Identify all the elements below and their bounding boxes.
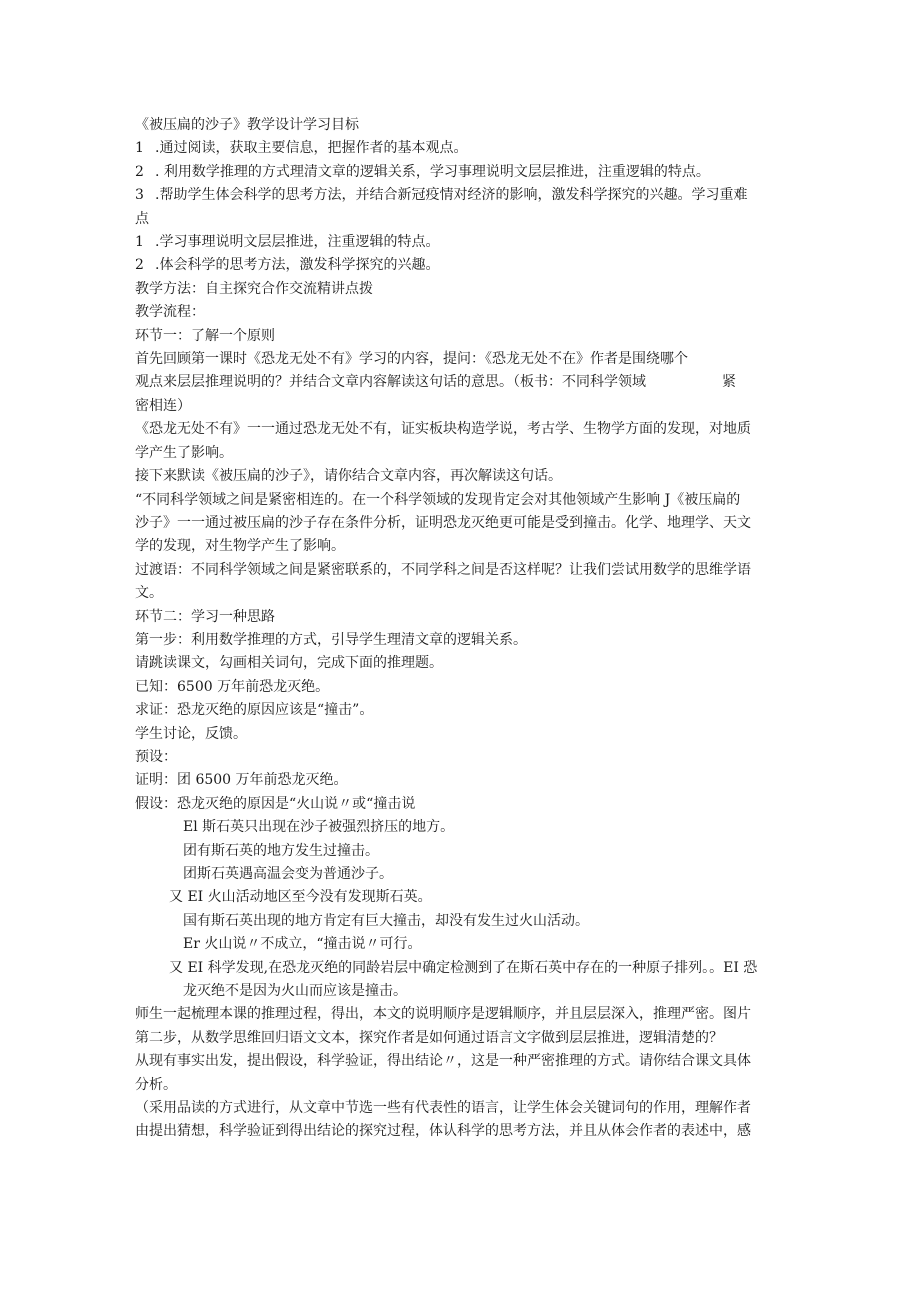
transition-line-2: 文。 [135, 585, 163, 602]
key-point-number-1: 1 [135, 234, 144, 251]
student-discussion: 学生讨论，反馈。 [135, 725, 247, 742]
section-1-heading: 环节一：了解一个原则 [135, 327, 275, 344]
paragraph-1-line-1: 首先回顾第一课时《恐龙无处不有》学习的内容，提问：《恐龙无处不在》作者是围绕哪个 [135, 351, 688, 368]
key-point-number-2: 2 [135, 257, 144, 274]
key-point-text-2: .体会科学的思考方法，激发科学探究的兴趣。 [155, 257, 440, 274]
paragraph-9-line-1: 从现有事实出发，提出假设，科学验证，得出结论〃，这是一种严密推理的方式。请你结合课文具体 [135, 1053, 751, 1070]
hypothesis-line: 假设：恐龙灭绝的原因是“火山说〃或“撞击说 [135, 795, 416, 812]
goal-text-1: .通过阅读，获取主要信息，把握作者的基本观点。 [155, 140, 468, 157]
paragraph-1-line-3: 密相连） [135, 397, 191, 414]
reasoning-step-5: 国有斯石英出现的地方肯定有巨大撞击，却没有发生过火山活动。 [183, 912, 589, 929]
paragraph-4-line-2: 沙子》一一通过被压扁的沙子存在条件分析，证明恐龙灭绝更可能是受到撞击。化学、地理学、天文 [135, 514, 751, 531]
goal-number-3: 3 [135, 187, 144, 204]
transition-line-1: 过渡语：不同科学领域之间是紧密联系的，不同学科之间是否这样呢？让我们尝试用数学的思维学语 [135, 561, 751, 578]
key-point-1 [135, 231, 785, 254]
reasoning-step-7: 又 EI 科学发现,在恐龙灭绝的同龄岩层中确定检测到了在斯石英中存在的一种原子排列。。EI 恐 [169, 959, 758, 976]
key-point-2 [135, 254, 785, 277]
paragraph-10-line-1: （采用品读的方式进行，从文章中节选一些有代表性的语言，让学生体会关键词句的作用，理解作者 [135, 1100, 751, 1117]
teaching-flow-heading: 教学流程： [135, 304, 205, 321]
reasoning-step-1: El 斯石英只出现在沙子被强烈挤压的地方。 [183, 819, 455, 836]
reading-instruction: 请跳读课文，勾画相关词句，完成下面的推理题。 [135, 655, 443, 672]
paragraph-1-line-2-text: 观点来层层推理说明的？并结合文章内容解读这句话的意思。（板书：不同科学领域 [135, 374, 646, 391]
goal-text-2: . 利用数学推理的方式理清文章的逻辑关系，学习事理说明文层层推进，注重逻辑的特点。 [155, 163, 710, 180]
paragraph-9-line-2: 分析。 [135, 1076, 177, 1093]
section-2-heading: 环节二：学习一种思路 [135, 608, 275, 625]
step-1: 第一步：利用数学推理的方式，引导学生理清文章的逻辑关系。 [135, 631, 527, 648]
document-body [135, 114, 785, 1144]
paragraph-1-line-2 [135, 371, 785, 394]
reasoning-step-3: 团斯石英遇高温会变为普通沙子。 [183, 866, 393, 882]
paragraph-10-line-2: 由提出猜想，科学验证到得出结论的探究过程，体认科学的思考方法，并且从体会作者的表述中，感 [135, 1123, 751, 1140]
paragraph-4-line-1: “不同科学领域之间是紧密相连的。在一个科学领域的发现肯定会对其他领域产生影响 J《被压扁的 [135, 491, 741, 508]
goal-item-1 [135, 137, 785, 160]
goal-item-3 [135, 184, 785, 207]
paragraph-3: 接下来默读《被压扁的沙子》，请你结合文章内容，再次解读这句话。 [135, 468, 562, 485]
teaching-method: 教学方法：自主探究合作交流精讲点拨 [135, 280, 373, 297]
paragraph-1-line-2-end: 紧 [722, 374, 736, 391]
goal-item-2 [135, 161, 785, 184]
goal-text-3: .帮助学生体会科学的思考方法，并结合新冠疫情对经济的影响，激发科学探究的兴趣。学习重难 [155, 187, 748, 204]
document-title: 《被压扁的沙子》教学设计学习目标 [135, 117, 359, 133]
key-point-text-1: .学习事理说明文层层推进，注重逻辑的特点。 [155, 234, 440, 251]
step-2: 第二步，从数学思维回归语文文本，探究作者是如何通过语言文字做到层层推进，逻辑清楚的？ [135, 1029, 723, 1046]
reasoning-step-4: 又 EI 火山活动地区至今没有发现斯石英。 [169, 889, 432, 906]
proof-line: 证明：团 6500 万年前恐龙灭绝。 [135, 772, 348, 789]
reasoning-step-6: Er 火山说〃不成立，“撞击说〃可行。 [183, 936, 422, 953]
goal-number-2: 2 [135, 163, 144, 180]
to-prove: 求证：恐龙灭绝的原因应该是“撞击”。 [135, 702, 374, 719]
paragraph-2-line-1: 《恐龙无处不有》一一通过恐龙无处不有，证实板块构造学说，考古学、生物学方面的发现，对地质 [135, 421, 751, 438]
paragraph-4-line-3: 学的发现，对生物学产生了影响。 [135, 538, 345, 555]
goal-number-1: 1 [135, 140, 144, 157]
reasoning-step-7-continued: 龙灭绝不是因为火山而应该是撞击。 [183, 983, 407, 1000]
goal-item-3-continued: 点 [135, 210, 149, 227]
paragraph-2-line-2: 学产生了影响。 [135, 444, 233, 461]
reasoning-step-2: 团有斯石英的地方发生过撞击。 [183, 842, 379, 859]
summary-paragraph: 师生一起梳理本课的推理过程，得出，本文的说明顺序是逻辑顺序，并且层层深入，推理严密。图片 [135, 1006, 751, 1023]
preset-heading: 预设： [135, 748, 177, 765]
known-condition: 已知：6500 万年前恐龙灭绝。 [135, 678, 330, 695]
